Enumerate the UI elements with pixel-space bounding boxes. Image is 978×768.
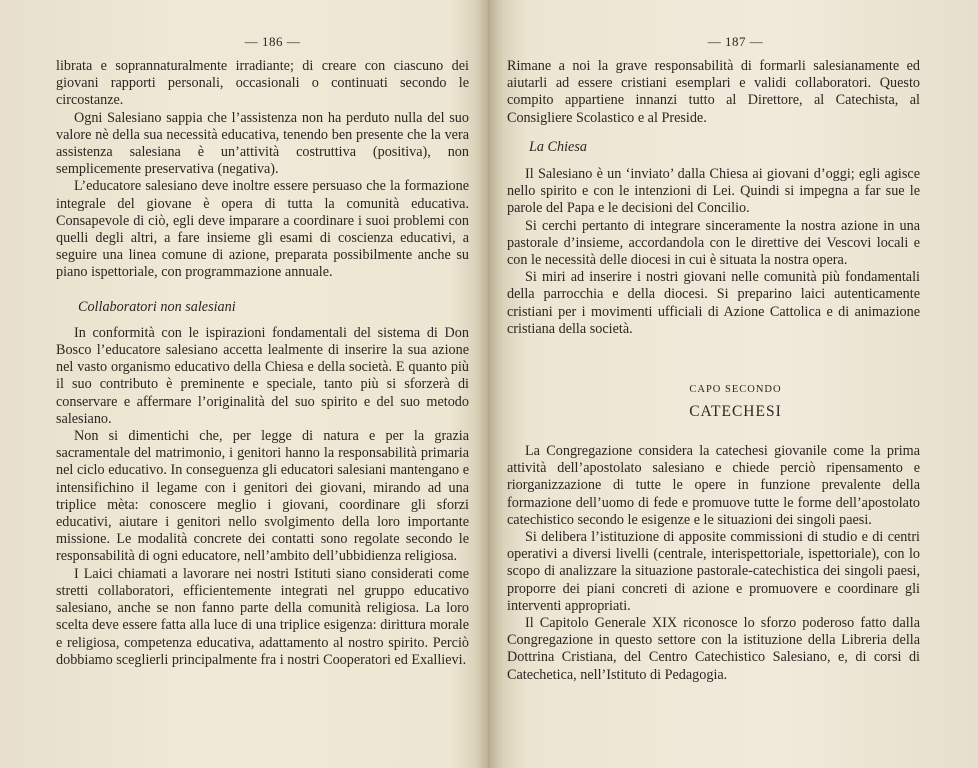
right-page [489, 0, 978, 768]
paragraph: Ogni Salesiano sappia che l’assistenza non ha perduto nulla del suo valore nè della sua necessità educativa, tenendo ben presente che la vera assistenza salesiana è un’attività costruttiva (positiva), non semplicemente preservativa (negativa). [56, 109, 469, 178]
page-number-left: — 186 — [244, 34, 301, 49]
paragraph: librata e soprannaturalmente irradiante; di creare con ciascuno dei giovani rapporti personali, occasionali o continuati secondo le circostanze. [56, 58, 469, 109]
paragraph: Si cerchi pertanto di integrare sinceramente la nostra azione in una pastorale d’insieme, accordandola con le direttive dei Vescovi locali e con le necessità delle diocesi in cui è situata la nostra opera. [507, 217, 920, 269]
paragraph: Rimane a noi la grave responsabilità di formarli salesianamente ed aiutarli ad essere cristiani esemplari e validi collaboratori. Questo compito appartiene innanzi tutto al Direttore, al Catechista, al Consigliere Scolastico e al Preside. [507, 58, 920, 126]
paragraph: L’educatore salesiano deve inoltre essere persuaso che la formazione integrale del giovane è opera di tutta la comunità educativa. Consapevole di ciò, egli deve imparare a coordinare i suoi problemi con quelli degli altri, a fare insieme gli esami di coscienza educativi, a seguire una linea comune di azione, preparata possibilmente anche su piano ispettoriale, con programmazione annuale. [56, 178, 469, 281]
chapter-title: CATECHESI [689, 403, 782, 421]
paragraph: I Laici chiamati a lavorare nei nostri Istituti siano considerati come stretti collaboratori, efficientemente integrati nel gruppo educativo salesiano, anche se non fanno parte della comunità religiosa. La loro scelta deve essere fatta alla luce di una triplice esigenza: dirittura morale e religiosa, competenza educativa, adattamento al nostro spirito. Perciò dobbiamo sceglierli principalmente fra i nostri Cooperatori ed Exallievi. [56, 565, 469, 668]
paragraph: Il Capitolo Generale XIX riconosce lo sforzo poderoso fatto dalla Congregazione in questo settore con la istituzione della Libreria della Dottrina Cristiana, del Centro Catechistico Salesiano, e, di corsi di Catechetica, nell’Istituto di Pedagogia. [507, 615, 920, 683]
chapter-label: CAPO SECONDO [689, 384, 782, 396]
paragraph: Non si dimentichi che, per legge di natura e per la grazia sacramentale del matrimonio, i genitori hanno la responsabilità primaria nel ciclo educativo. In conseguenza gli educatori salesiani mantengano e intensifichino il legame con i genitori dei giovani, mirando ad una triplice mèta: conoscere meglio i giovani, coordinare gli sforzi educativi, aiutare i genitori nello svolgimento della loro importante missione. Le modalità concrete dei contatti sono regolate secondo le responsabilità di ogni educatore, nell’ambito dell’ubbidienza religiosa. [56, 428, 469, 565]
paragraph: Il Salesiano è un ‘inviato’ dalla Chiesa ai giovani d’oggi; egli agisce nello spirito e con le intenzioni di Lei. Quindi si impegna a far sue le parole del Papa e le decisioni del Concilio. [507, 166, 920, 217]
paragraph: La Congregazione considera la catechesi giovanile come la prima attività dell’apostolato salesiano e chiede perciò ripensamento e riorganizzazione di tutte le opere in funzione prevalente della formazione dell’uomo di fede e promuove tutte le forme dell’apostolato catechistico secondo le esigenze e le situazioni dei singoli paesi. [507, 443, 920, 528]
page-number-right: — 187 — [707, 34, 764, 49]
paragraph: Si delibera l’istituzione di apposite commissioni di studio e di centri operativi a diversi livelli (centrale, interispettoriale, ispettoriale), con lo scopo di analizzare la situazione pastorale-catechistica dei singoli paesi, proporre dei piani concreti di azione e promuovere e coordinare gli interventi appropriati. [507, 529, 920, 614]
section-heading-collaboratori: Collaboratori non salesiani [78, 298, 236, 315]
paragraph: In conformità con le ispirazioni fondamentali del sistema di Don Bosco l’educatore salesiano accetta lealmente di inserire la sua azione nel vasto organismo educativo della Chiesa e della società. E quanto più il suo contributo è preminente e speciale, tanto più si sforzerà di conservare e affermare l’originalità del suo spirito e del suo metodo salesiano. [56, 324, 469, 427]
section-heading-chiesa: La Chiesa [529, 138, 587, 155]
paragraph: Si miri ad inserire i nostri giovani nelle comunità più fondamentali della parrocchia e della diocesi. Si preparino laici autenticamente cristiani per i movimenti ufficiali di Azione Cattolica e di animazione cristiana della società. [507, 269, 920, 337]
